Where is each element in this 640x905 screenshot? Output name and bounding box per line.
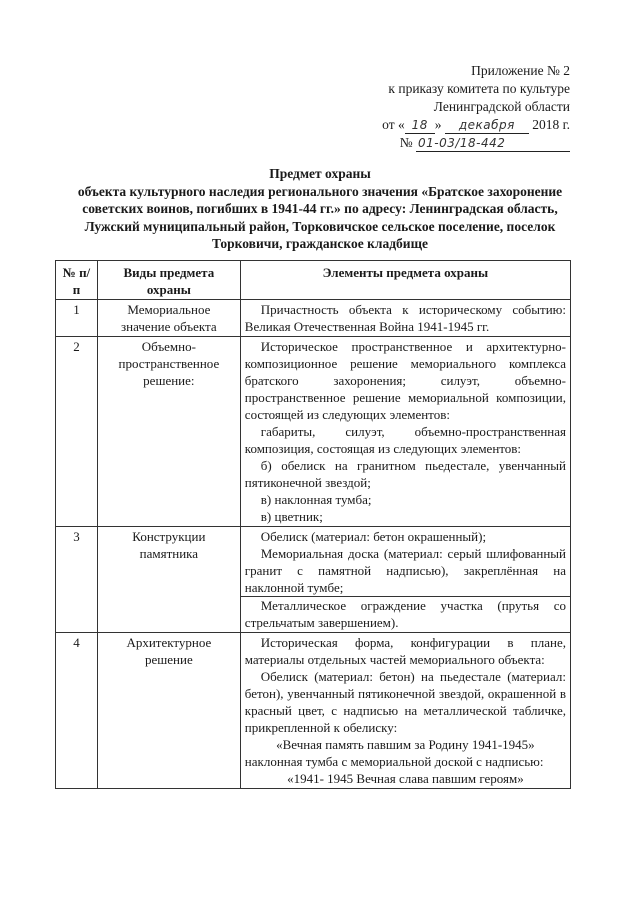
date-day-field	[405, 117, 435, 134]
number-field	[416, 135, 570, 152]
number-prefix: №	[399, 135, 413, 150]
appendix-number	[320, 134, 570, 152]
appendix-line-1: Приложение № 2	[471, 63, 570, 78]
row-elements	[240, 633, 570, 789]
header-elements: Элементы предмета охраны	[240, 261, 570, 300]
row-number: 4	[56, 633, 98, 789]
row-number: 3	[56, 527, 98, 633]
element-text: б) обелиск на гранитном пьедестале, увенчанный пятиконечной звездой;	[244, 458, 566, 490]
appendix-date	[320, 116, 570, 134]
title-text: объекта культурного наследия регионального значения «Братское захоронение советских воинов, погибших в 1941-44 гг.» по адресу: Ленинградская область, Лужский муниципальный район, Торковичское сельское поселение, поселок Торковичи, гражданское кладбище	[77, 183, 563, 251]
element-text: в) цветник;	[260, 509, 323, 524]
element-text: габариты, силуэт, объемно-пространственная композиция, состоящая из следующих элементов:	[244, 424, 566, 456]
table-row	[56, 527, 571, 633]
element-text: наклонная тумба с мемориальной доской с надписью:	[244, 754, 544, 769]
element-text: Металлическое ограждение участка (прутья со стрельчатым завершением).	[244, 598, 566, 630]
title-heading: Предмет охраны	[269, 166, 371, 181]
protection-table	[55, 260, 571, 789]
appendix-line-2: к приказу комитета по культуре	[388, 81, 570, 96]
table-row	[56, 337, 571, 527]
row-elements	[240, 337, 570, 527]
date-month-field	[445, 117, 529, 134]
appendix-block	[320, 62, 570, 152]
table-row	[56, 300, 571, 337]
element-text: в) наклонная тумба;	[260, 492, 372, 507]
date-prefix: от «	[382, 117, 405, 132]
table-row	[56, 633, 571, 789]
row-elements	[240, 527, 570, 633]
row-kind: Мемориальное значение объекта	[97, 300, 240, 337]
element-text: Причастность объекта к историческому событию: Великая Отечественная Война 1941-1945 гг.	[244, 302, 566, 334]
date-month: декабря	[458, 118, 515, 132]
date-day: 18	[411, 118, 428, 132]
row-kind: Конструкции памятника	[97, 527, 240, 633]
element-text: Обелиск (материал: бетон) на пьедестале (материал: бетон), увенчанный пятиконечной звездой, окрашенной в красный цвет, с надписью на металлической табличке, прикрепленной к обелиску:	[244, 669, 566, 735]
date-mid: »	[434, 117, 442, 132]
element-text: Историческое пространственное и архитектурно-композиционное решение мемориального комплекса братского захоронения; силуэт, объемно-пространственное решение мемориальной композиции, состоящей из следующих элементов:	[244, 339, 566, 422]
element-text: Обелиск (материал: бетон окрашенный);	[260, 529, 487, 544]
row-number: 2	[56, 337, 98, 527]
row-kind: Архитектурное решение	[97, 633, 240, 789]
header-kind: Виды предмета охраны	[97, 261, 240, 300]
date-year: 2018 г.	[532, 117, 570, 132]
element-text: Мемориальная доска (материал: серый шлифованный гранит с памятной надписью), закреплённая на наклонной тумбе;	[244, 546, 566, 595]
number-value: 01-03/18-442	[418, 136, 506, 150]
document-title	[55, 165, 585, 253]
element-text: Историческая форма, конфигурации в плане, материалы отдельных частей мемориального объекта:	[244, 635, 566, 667]
row-kind: Объемно-пространственное решение:	[97, 337, 240, 527]
row-number: 1	[56, 300, 98, 337]
inscription-text: «Вечная память павшим за Родину 1941-1945»	[276, 737, 535, 752]
header-number: № п/п	[56, 261, 98, 300]
table-header-row	[56, 261, 571, 300]
row-elements	[240, 300, 570, 337]
inscription-text: «1941- 1945 Вечная слава павшим героям»	[287, 771, 524, 786]
appendix-line-3: Ленинградской области	[433, 99, 570, 114]
